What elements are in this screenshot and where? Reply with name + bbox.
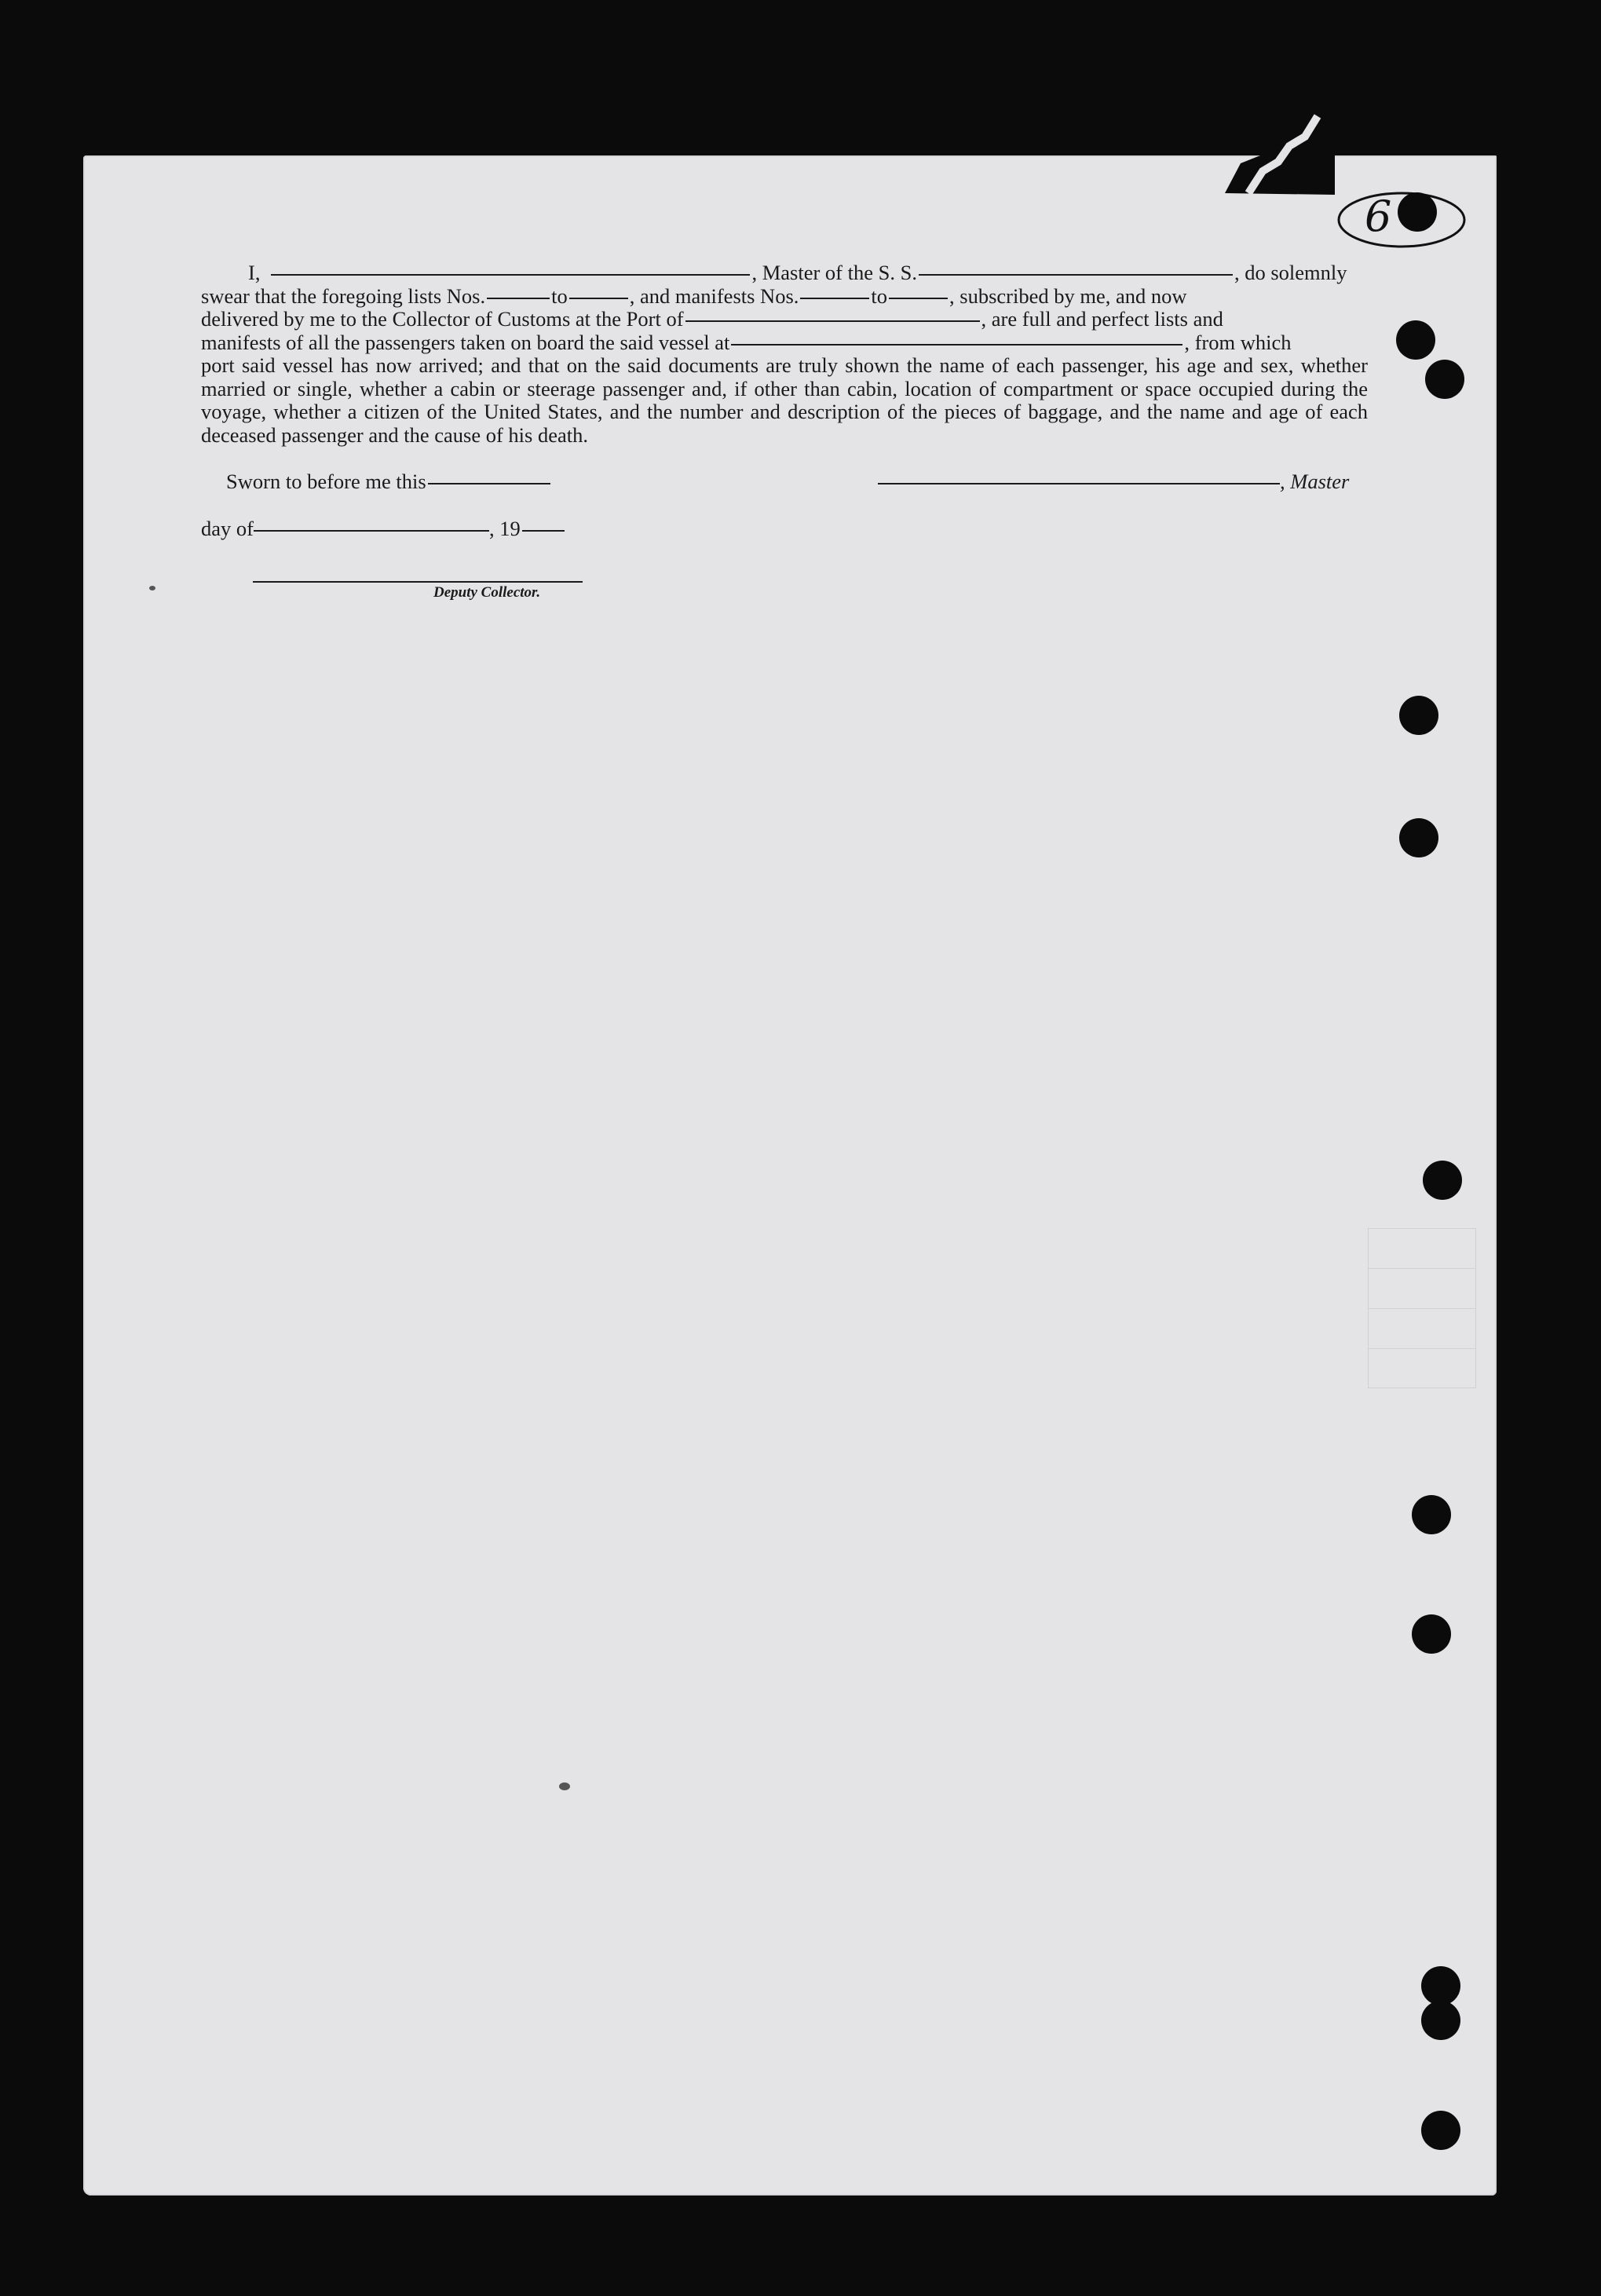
lists-from-blank[interactable] bbox=[487, 297, 550, 299]
ink-speck bbox=[559, 1782, 570, 1790]
punch-hole bbox=[1396, 320, 1435, 360]
page-number: 6 bbox=[1365, 192, 1392, 241]
master-label: , Master bbox=[1280, 470, 1350, 493]
punch-hole bbox=[1412, 1495, 1451, 1534]
manifests-from-blank[interactable] bbox=[800, 297, 869, 299]
faint-bleed-through-box bbox=[1368, 1228, 1476, 1388]
oath-text: , subscribed by me, and now bbox=[949, 283, 1187, 308]
oath-text: I, bbox=[248, 261, 261, 284]
oath-line-4 bbox=[201, 331, 1368, 355]
punch-hole bbox=[1425, 360, 1464, 399]
oath-line-1 bbox=[201, 261, 1368, 285]
punch-hole bbox=[1398, 192, 1437, 232]
oath-body-text: port said vessel has now arrived; and that on the said documents are truly shown the name of each passenger, his age and sex, whether married or single, whether a cabin or steerage passenger and, if other than cabin, location of compartment or space occupied during the voyage, whether a citizen of the United States, and the number and description of the pieces of baggage, and the name and age of each deceased passenger and the cause of his death. bbox=[201, 353, 1368, 447]
oath-text: to bbox=[551, 283, 568, 308]
sworn-label: Sworn to before me this bbox=[226, 470, 426, 493]
oath-line-3 bbox=[201, 308, 1368, 331]
document-sheet bbox=[83, 155, 1497, 2195]
manifests-to-blank[interactable] bbox=[889, 297, 948, 299]
master-signature-row bbox=[878, 470, 1349, 494]
day-label: day of bbox=[201, 517, 254, 540]
year-label: , 19 bbox=[488, 517, 521, 540]
deputy-signature-line[interactable] bbox=[253, 581, 583, 583]
oath-paragraph bbox=[201, 261, 1368, 447]
departure-port-blank[interactable] bbox=[731, 343, 1182, 345]
sworn-row bbox=[226, 470, 550, 494]
day-row bbox=[201, 517, 565, 541]
deputy-collector-label: Deputy Collector. bbox=[433, 584, 541, 601]
oath-text: , Master of the S. S. bbox=[751, 261, 917, 284]
punch-hole bbox=[1423, 1161, 1462, 1200]
port-blank[interactable] bbox=[685, 320, 980, 322]
oath-text: manifests of all the passengers taken on board the said vessel at bbox=[201, 330, 730, 354]
ink-speck bbox=[149, 586, 155, 590]
oath-line-2 bbox=[201, 285, 1368, 309]
punch-hole bbox=[1399, 696, 1438, 735]
month-blank[interactable] bbox=[254, 530, 489, 532]
torn-corner-graphic bbox=[1217, 101, 1335, 195]
oath-text: , are full and perfect lists and bbox=[981, 307, 1223, 331]
oath-text: swear that the foregoing lists Nos. bbox=[201, 283, 486, 308]
master-signature-blank[interactable] bbox=[878, 483, 1280, 484]
oath-text: , and manifests Nos. bbox=[629, 283, 799, 308]
sworn-date-blank[interactable] bbox=[428, 483, 550, 484]
ship-name-blank[interactable] bbox=[919, 273, 1233, 276]
punch-hole bbox=[1421, 2111, 1460, 2150]
oath-text: delivered by me to the Collector of Customs at the Port of bbox=[201, 307, 684, 331]
punch-hole bbox=[1421, 2001, 1460, 2040]
master-name-blank[interactable] bbox=[271, 273, 750, 276]
oath-text: , do solemnly bbox=[1234, 261, 1347, 284]
punch-hole bbox=[1399, 818, 1438, 857]
punch-hole bbox=[1421, 1966, 1460, 2005]
oath-text: , from which bbox=[1184, 330, 1292, 354]
year-blank[interactable] bbox=[522, 530, 565, 532]
lists-to-blank[interactable] bbox=[569, 297, 628, 299]
oath-text: to bbox=[871, 283, 888, 308]
punch-hole bbox=[1412, 1614, 1451, 1654]
